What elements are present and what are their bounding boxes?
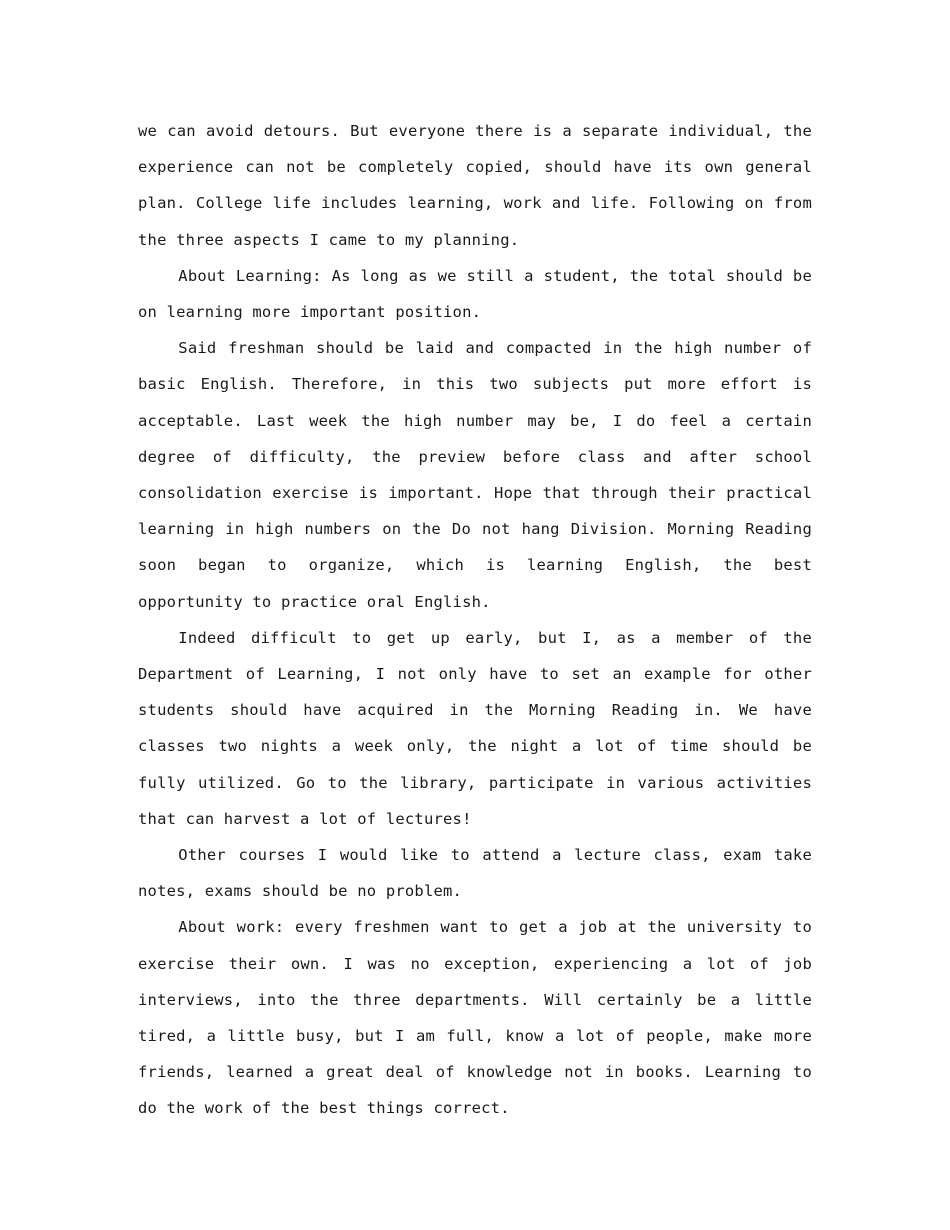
paragraph-about-work: About work: every freshmen want to get a job at the university to exercise their own. I was no exception, experiencing a lot of job interviews, into the three departments. Will certainly be a little tired, a little busy, but I am full, know a lot of people, make more friends, learned a great deal of knowledge not in books. Learning to do the work of the best things correct. <box>138 918 812 1118</box>
paragraph-continuation: we can avoid detours. But everyone there is a separate individual, the experience can not be completely copied, should have its own general plan. College life includes learning, work and life. Following on from the three aspects I came to my planning. <box>138 122 812 249</box>
paragraph-about-learning: About Learning: As long as we still a student, the total should be on learning more important position. <box>138 266 812 322</box>
paragraph-other-courses: Other courses I would like to attend a lecture class, exam take notes, exams should be no problem. <box>138 846 812 901</box>
paragraph-freshman-study: Said freshman should be laid and compacted in the high number of basic English. Therefore, in this two subjects put more effort is acceptable. Last week the high number may be, I do feel a certain degree of difficulty, the preview before class and after school consolidation exercise is important. Hope that through their practical learning in high numbers on the Do not hang Division. Morning Reading soon began to organize, which is learning English, the best opportunity to practice oral English. <box>138 339 812 611</box>
paragraph-morning-reading: Indeed difficult to get up early, but I, as a member of the Department of Learning, I not only have to set an example for other students should have acquired in the Morning Reading in. We have classes two nights a week only, the night a lot of time should be fully utilized. Go to the library, participate in various activities that can harvest a lot of lectures! <box>138 628 812 828</box>
document-body <box>138 113 812 1127</box>
